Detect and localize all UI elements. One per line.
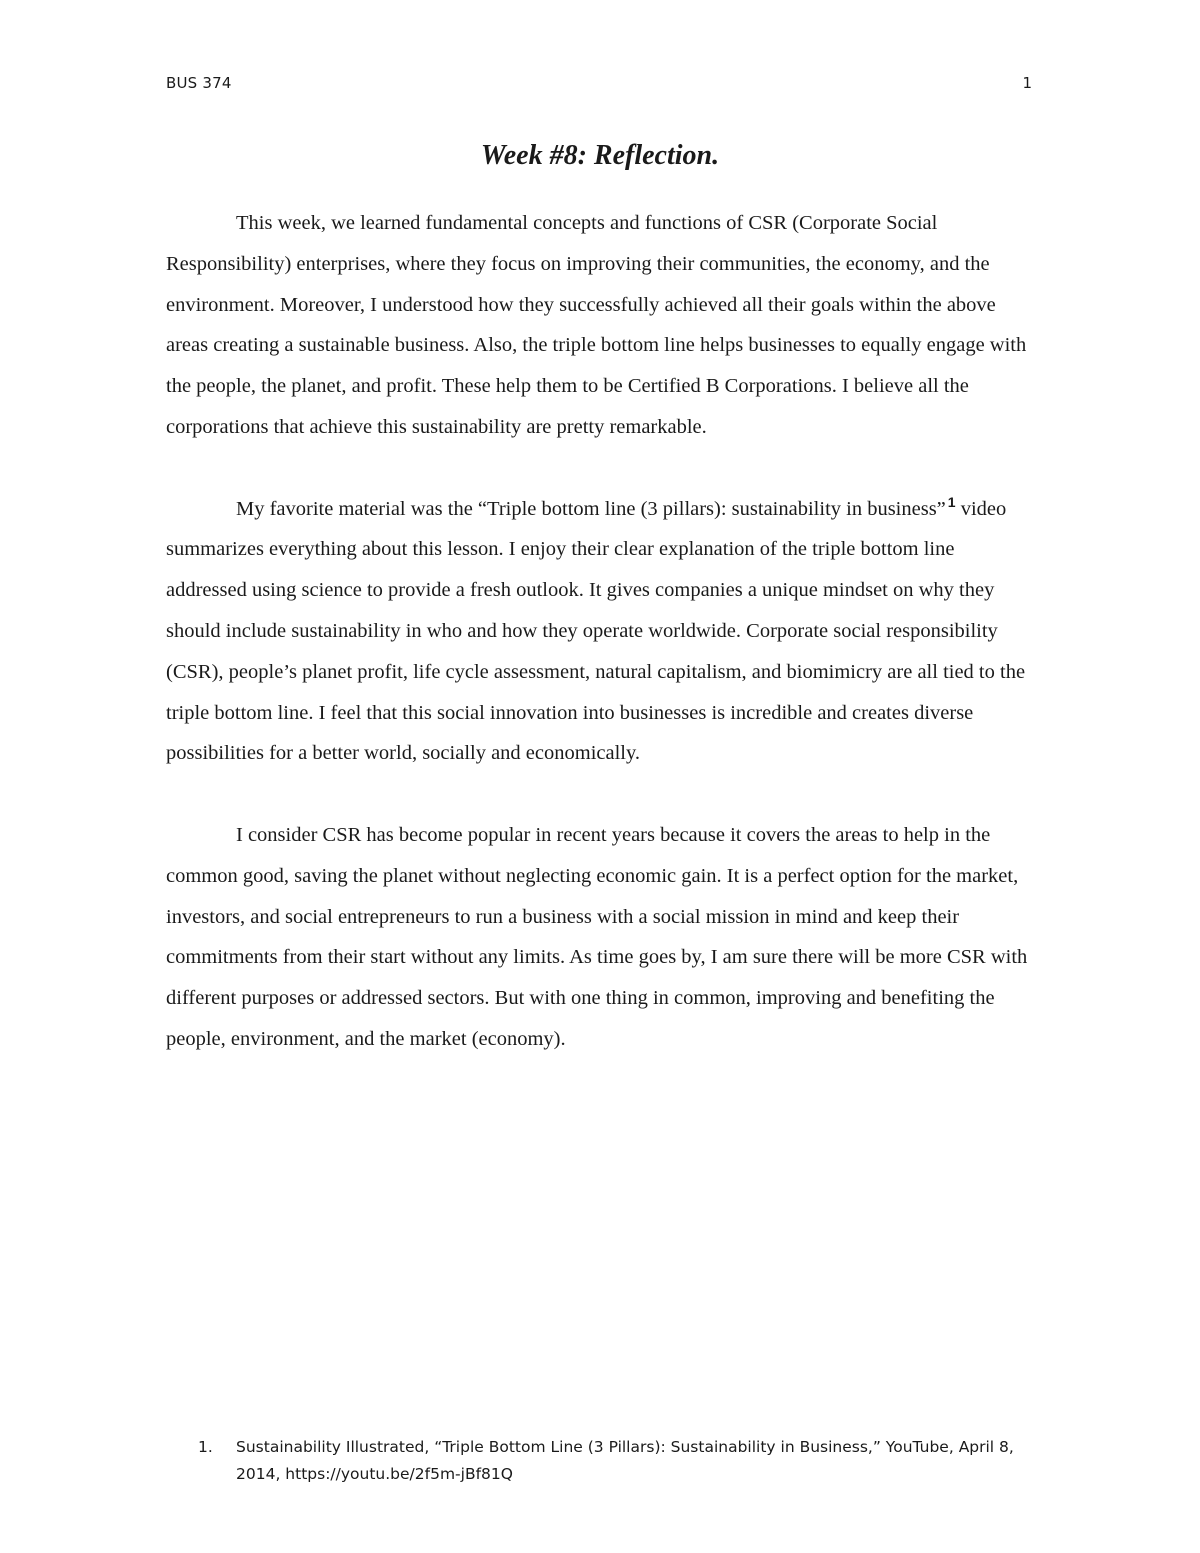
document-body [166,203,1036,1060]
footnotes [198,1434,1018,1488]
footnote-text: Sustainability Illustrated, “Triple Bottom Line (3 Pillars): Sustainability in Business,” YouTube, April 8, 2014, https://youtu.be/2f5m-jBf81Q [236,1438,1014,1483]
header-page-number: 1 [1022,74,1032,92]
footnote-number: 1. [198,1438,213,1456]
footnote-reference[interactable]: 1 [947,493,956,510]
paragraph-3: I consider CSR has become popular in recent years because it covers the areas to help in the common good, saving the planet without neglecting economic gain. It is a perfect option for the market, investors, and social entrepreneurs to run a business with a social mission in mind and keep their commitments from their start without any limits. As time goes by, I am sure there will be more CSR with different purposes or addressed sectors. But with one thing in common, improving and benefiting the people, environment, and the market (economy). [166,823,1028,1050]
paragraph-2-text-after: video summarizes everything about this lesson. I enjoy their clear explanation of the triple bottom line addressed using science to provide a fresh outlook. It gives companies a unique mindset on why they should include sustainability in who and how they operate worldwide. Corporate social responsibility (CSR), people’s planet profit, life cycle assessment, natural capitalism, and biomimicry are all tied to the triple bottom line. I feel that this social innovation into businesses is incredible and creates diverse possibilities for a better world, socially and economically. [166,497,1026,765]
paragraph-2-text-before: My favorite material was the “Triple bottom line (3 pillars): sustainability in business” [236,497,946,520]
footnote-item [198,1434,1018,1488]
paragraph-2 [166,489,1036,775]
paragraph-1: This week, we learned fundamental concepts and functions of CSR (Corporate Social Responsibility) enterprises, where they focus on improving their communities, the economy, and the environment. Moreover, I understood how they successfully achieved all their goals within the above areas creating a sustainable business. Also, the triple bottom line helps businesses to equally engage with the people, the planet, and profit. These help them to be Certified B Corporations. I believe all the corporations that achieve this sustainability are pretty remarkable. [166,212,1027,438]
document-title: Week #8: Reflection. [480,140,720,171]
header-course: BUS 374 [166,74,232,92]
